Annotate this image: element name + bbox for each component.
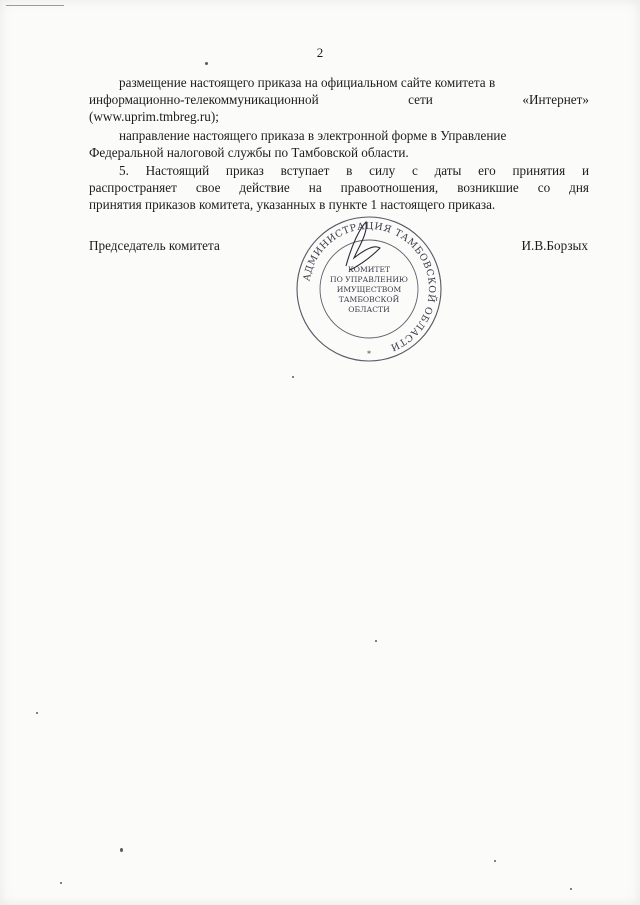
page-number: 2 (316, 45, 324, 60)
text-line: распространяет свое действие на правоотношения, возникшие со дня (89, 180, 589, 195)
text-line: размещение настоящего приказа на официальном сайте комитета в (119, 75, 496, 90)
text-line: информационно-телекоммуникационной сети «Интернет» (89, 92, 589, 107)
scan-speck (205, 62, 208, 65)
paragraph-website-url (89, 108, 589, 125)
seal-inner-line: ОБЛАСТИ (348, 305, 390, 314)
paragraph-effective-date-end (89, 196, 589, 213)
seal-outer-text: АДМИНИСТРАЦИЯ ТАМБОВСКОЙ ОБЛАСТИ (301, 220, 438, 353)
website-url: (www.uprim.tmbreg.ru); (89, 109, 219, 124)
text-line: принятия приказов комитета, указанных в пункте 1 настоящего приказа. (89, 197, 496, 212)
seal-inner-line: ТАМБОВСКОЙ (338, 295, 400, 304)
scan-speck (120, 848, 123, 852)
paragraph-tax-service (89, 127, 589, 144)
paragraph-tax-service-cont (89, 144, 589, 161)
text-line: 5. Настоящий приказ вступает в силу с даты его принятия и (119, 163, 589, 178)
signatory-title: Председатель комитета (89, 238, 220, 253)
scan-speck (292, 376, 294, 378)
scan-speck (36, 712, 38, 714)
scan-speck (570, 888, 572, 890)
paragraph-effective-date (89, 162, 589, 179)
seal-inner-line: ИМУЩЕСТВОМ (336, 285, 402, 294)
text-line: направление настоящего приказа в электронной форме в Управление (119, 128, 507, 143)
seal-inner-line: ПО УПРАВЛЕНИЮ (330, 275, 408, 284)
scan-speck (60, 882, 62, 884)
official-seal (294, 214, 444, 364)
paragraph-effective-date-cont (89, 179, 589, 196)
paragraph-website-publication-cont (89, 91, 589, 108)
paragraph-website-publication (89, 74, 589, 91)
scan-speck (494, 860, 496, 862)
scan-speck (375, 640, 377, 642)
seal-star: * (367, 349, 371, 358)
scan-artifact-line (6, 5, 64, 6)
seal-inner-line: КОМИТЕТ (347, 265, 391, 274)
text-line: Федеральной налоговой службы по Тамбовской области. (89, 145, 409, 160)
signatory-name: И.В.Борзых (521, 238, 588, 253)
